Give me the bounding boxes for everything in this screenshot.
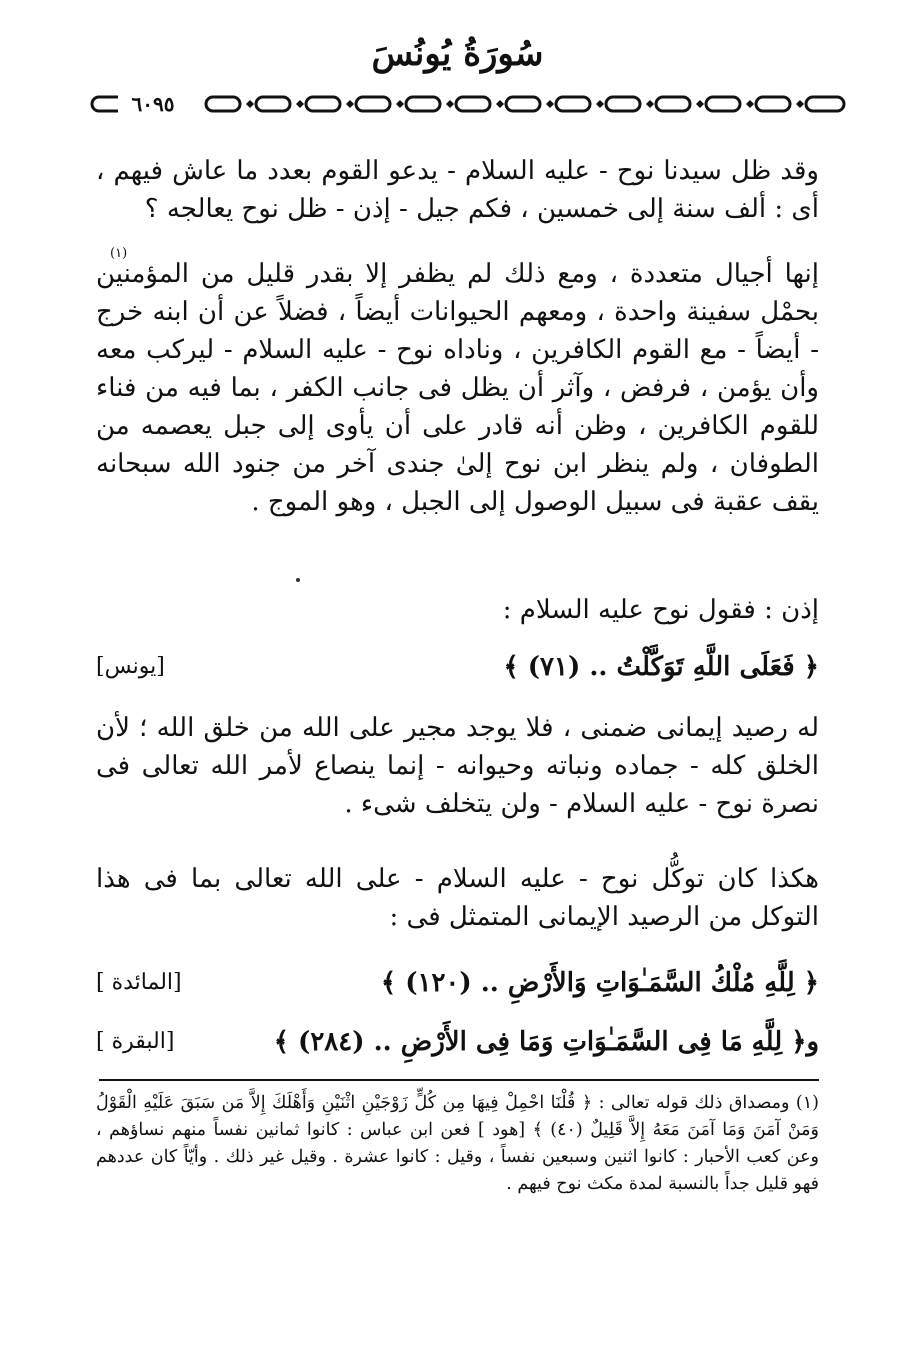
verse-row-2 <box>96 963 819 1003</box>
paragraph-3: إذن : فقول نوح عليه السلام : <box>502 595 819 625</box>
verse-reference-2: [المائدة ] <box>96 970 182 995</box>
footnote-text: (١) ومصداق ذلك قوله تعالى : ﴿ قُلْنَا احْمِلْ فِيهَا مِن كُلٍّ زَوْجَيْنِ اثْنَيْنِ وَأَهْلَكَ إِلاَّ مَن سَبَقَ عَلَيْهِ الْقَوْلُ وَمَنْ آمَنَ وَمَا آمَنَ مَعَهُ إِلاَّ قَلِيلٌ (٤٠) ﴾ [هود ] فعن ابن عباس : كانوا ثمانين نفساً منهم نساؤهم ، وعن كعب الأحبار : كانوا اثنين وسبعين نفساً ، وقيل : كانوا عشرة . وقيل غير ذلك . وأيّاً كان عددهم فهو قليل جداً بالنسبة لمدة مكث نوح فيهم . <box>96 1093 819 1194</box>
surah-title: سُورَةُ يُونُسَ <box>371 34 544 74</box>
paragraph-4: له رصيد إيمانى ضمنى ، فلا يوجد مجير على الله من خلق الله ؛ لأن الخلق كله - جماده ونباته وحيوانه - إنما ينصاع لأمر الله تعالى فى نصرة نوح - عليه السلام - ولن يتخلف شىء . <box>96 713 819 819</box>
verse-row-3 <box>96 1022 819 1062</box>
verse-row-1 <box>96 647 819 687</box>
footnote-marker: (١) <box>110 246 128 261</box>
quran-verse-1: ﴿ فَعَلَى اللَّهِ تَوَكَّلْتُ .. (٧١) ﴾ <box>503 652 819 682</box>
paragraph-2: إنها أجيال متعددة ، ومع ذلك لم يظفر إلا بقدر قليل من المؤمنين بحمْل سفينة واحدة ، ومعهم الحيوانات أيضاً ، فضلاً عن أن ابنه خرج - أيضاً - مع القوم الكافرين ، وناداه نوح - عليه السلام - ليركب معه وأن يؤمن ، فرفض ، وآثر أن يظل فى جانب الكفر ، بما فيه من فناء للقوم الكافرين ، وظن أنه قادر على أن يأوى إلى جبل يعصمه من الطوفان ، ولم ينظر ابن نوح إلىٰ جندى آخر من جنود الله سبحانه يقف عقبة فى سبيل الوصول إلى الجبل ، وهو الموج . <box>96 259 819 517</box>
paragraph-1: وقد ظل سيدنا نوح - عليه السلام - يدعو القوم بعدد ما عاش فيهم ، أى : ألف سنة إلى خمسين ، فكم جيل - إذن - ظل نوح يعالجه ؟ <box>96 156 819 224</box>
verse-reference-1: [يونس] <box>96 654 165 679</box>
decorative-border <box>86 92 856 116</box>
quran-verse-2: ﴿ لِلَّهِ مُلْكُ السَّمَـٰوَاتِ وَالأَرْضِ .. (١٢٠) ﴾ <box>380 968 819 998</box>
footnote-divider <box>99 1079 819 1081</box>
paragraph-5: هكذا كان توكُّل نوح - عليه السلام - على الله تعالى بما فى هذا التوكل من الرصيد الإيمانى المتمثل فى : <box>96 864 819 932</box>
quran-verse-3: و﴿ لِلَّهِ مَا فِى السَّمَـٰوَاتِ وَمَا فِى الأَرْضِ .. (٢٨٤) ﴾ <box>273 1027 819 1057</box>
stray-dot <box>296 578 300 582</box>
page-number: ٦٠٩٥ <box>118 94 188 114</box>
verse-reference-3: [البقرة ] <box>96 1029 175 1054</box>
